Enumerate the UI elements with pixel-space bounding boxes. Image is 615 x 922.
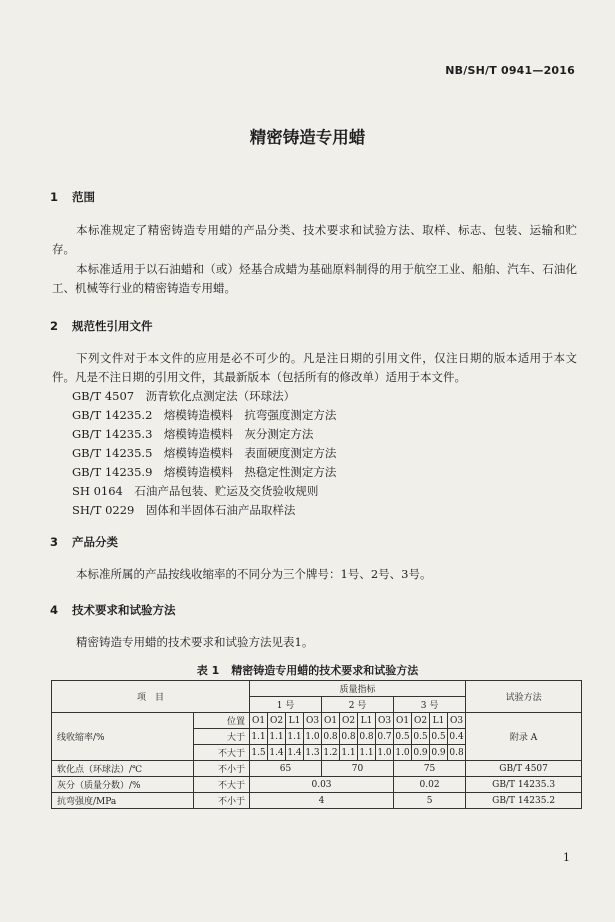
- table-cell: 0.5: [412, 729, 430, 745]
- table-cell: O1: [250, 713, 268, 729]
- document-title: 精密铸造专用蜡: [249, 128, 366, 147]
- row-method: GB/T 14235.3: [466, 777, 582, 793]
- requirements-paragraph: 精密铸造专用蜡的技术要求和试验方法见表1。: [76, 635, 314, 649]
- row-condition: 位置: [194, 713, 250, 729]
- reference-title: 沥青软化点测定法（环球法）: [145, 389, 296, 403]
- requirements-table: [51, 680, 582, 809]
- section-4-heading: [50, 602, 176, 618]
- table-cell: L1: [286, 713, 304, 729]
- reference-title: 熔模铸造模料 热稳定性测定方法: [163, 465, 337, 479]
- row-label: 抗弯强度/MPa: [52, 793, 194, 809]
- table-cell: 1.0: [376, 745, 394, 761]
- table-cell: 0.7: [376, 729, 394, 745]
- scope-paragraph-1: 本标准规定了精密铸造专用蜡的产品分类、技术要求和试验方法、取样、标志、包装、运输和贮存。: [52, 223, 577, 256]
- scope-paragraph-2: 本标准适用于以石油蜡和（或）烃基合成蜡为基础原料制得的用于航空工业、船舶、汽车、石油化工、机械等行业的精密铸造专用蜡。: [52, 262, 577, 295]
- page-number: 1: [563, 851, 570, 864]
- table-cell: 0.5: [394, 729, 412, 745]
- header-grade: 2 号: [322, 697, 394, 713]
- reference-item: [72, 464, 336, 480]
- standard-code: NB/SH/T 0941—2016: [445, 64, 575, 77]
- row-method: 附录 A: [466, 713, 582, 761]
- section-1-heading: [50, 189, 95, 205]
- table-row: [52, 793, 582, 809]
- row-condition: 不大于: [194, 777, 250, 793]
- reference-item: [72, 388, 295, 404]
- reference-code: SH/T 0229: [72, 503, 135, 517]
- section-title: 产品分类: [72, 535, 119, 549]
- table-cell: 1.1: [286, 729, 304, 745]
- row-method: GB/T 14235.2: [466, 793, 582, 809]
- reference-code: GB/T 4507: [72, 389, 135, 403]
- reference-code: GB/T 14235.2: [72, 408, 153, 422]
- table-cell: 1.1: [268, 729, 286, 745]
- table-caption: [0, 662, 615, 678]
- row-label: 灰分（质量分数）/%: [52, 777, 194, 793]
- reference-title: 固体和半固体石油产品取样法: [145, 503, 296, 517]
- row-condition: 不小于: [194, 793, 250, 809]
- row-condition: 不大于: [194, 745, 250, 761]
- table-cell: 0.9: [430, 745, 448, 761]
- section-title: 技术要求和试验方法: [72, 603, 176, 617]
- header-item: 项 目: [52, 681, 250, 713]
- table-cell: O3: [304, 713, 322, 729]
- table-cell: 0.02: [394, 777, 466, 793]
- reference-title: 熔模铸造模料 灰分测定方法: [163, 427, 314, 441]
- section-number: 1: [50, 190, 59, 204]
- table-number: 表 1: [196, 664, 220, 677]
- table-cell: 1.1: [250, 729, 268, 745]
- table-cell: 1.4: [268, 745, 286, 761]
- table-cell: 75: [394, 761, 466, 777]
- table-row: [52, 713, 582, 729]
- header-quality: 质量指标: [250, 681, 466, 697]
- table-cell: 0.9: [412, 745, 430, 761]
- reference-title: 熔模铸造模料 抗弯强度测定方法: [163, 408, 337, 422]
- row-condition: 大于: [194, 729, 250, 745]
- table-cell: 1.5: [250, 745, 268, 761]
- table-cell: L1: [358, 713, 376, 729]
- table-cell: 70: [322, 761, 394, 777]
- table-header-row: [52, 681, 582, 697]
- reference-code: SH 0164: [72, 484, 123, 498]
- section-number: 2: [50, 319, 59, 333]
- reference-title: 石油产品包装、贮运及交货验收规则: [134, 484, 319, 498]
- table-cell: 0.4: [448, 729, 466, 745]
- row-condition: 不小于: [194, 761, 250, 777]
- table-cell: O2: [340, 713, 358, 729]
- section-3-heading: [50, 534, 118, 550]
- table-cell: 5: [394, 793, 466, 809]
- table-cell: 1.3: [304, 745, 322, 761]
- table-cell: 65: [250, 761, 322, 777]
- reference-item: [72, 426, 313, 442]
- reference-title: 熔模铸造模料 表面硬度测定方法: [163, 446, 337, 460]
- table-cell: 1.4: [286, 745, 304, 761]
- table-row: [52, 777, 582, 793]
- section-title: 范围: [72, 190, 96, 204]
- table-cell: O3: [448, 713, 466, 729]
- references-intro: 下列文件对于本文件的应用是必不可少的。凡是注日期的引用文件，仅注日期的版本适用于本文件。凡是不注日期的引用文件，其最新版本（包括所有的修改单）适用于本文件。: [52, 351, 577, 384]
- section-number: 4: [50, 603, 59, 617]
- table-cell: 0.5: [430, 729, 448, 745]
- reference-code: GB/T 14235.3: [72, 427, 153, 441]
- reference-item: [72, 445, 336, 461]
- table-cell: O2: [412, 713, 430, 729]
- reference-code: GB/T 14235.5: [72, 446, 153, 460]
- row-label: 软化点（环球法）/℃: [52, 761, 194, 777]
- table-row: [52, 761, 582, 777]
- table-cell: 1.0: [394, 745, 412, 761]
- table-cell: 1.0: [304, 729, 322, 745]
- section-2-heading: [50, 318, 153, 334]
- table-cell: O1: [394, 713, 412, 729]
- header-method: 试验方法: [466, 681, 582, 713]
- classification-paragraph: 本标准所属的产品按线收缩率的不同分为三个牌号：1号、2号、3号。: [76, 567, 432, 581]
- section-number: 3: [50, 535, 59, 549]
- table-cell: 0.8: [322, 729, 340, 745]
- table-cell: O3: [376, 713, 394, 729]
- table-cell: 0.8: [358, 729, 376, 745]
- reference-code: GB/T 14235.9: [72, 465, 153, 479]
- table-cell: 1.2: [322, 745, 340, 761]
- reference-item: [72, 483, 318, 499]
- reference-item: [72, 407, 336, 423]
- table-cell: L1: [430, 713, 448, 729]
- table-cell: 0.8: [340, 729, 358, 745]
- table-cell: 0.8: [448, 745, 466, 761]
- table-cell: 4: [250, 793, 394, 809]
- table-cell: 0.03: [250, 777, 394, 793]
- table-caption-text: 精密铸造专用蜡的技术要求和试验方法: [231, 664, 419, 677]
- table-cell: O1: [322, 713, 340, 729]
- section-title: 规范性引用文件: [72, 319, 153, 333]
- row-label: 线收缩率/%: [52, 713, 194, 761]
- header-grade: 3 号: [394, 697, 466, 713]
- table-cell: 1.1: [340, 745, 358, 761]
- table-cell: 1.1: [358, 745, 376, 761]
- reference-item: [72, 502, 295, 518]
- row-method: GB/T 4507: [466, 761, 582, 777]
- table-cell: O2: [268, 713, 286, 729]
- header-grade: 1 号: [250, 697, 322, 713]
